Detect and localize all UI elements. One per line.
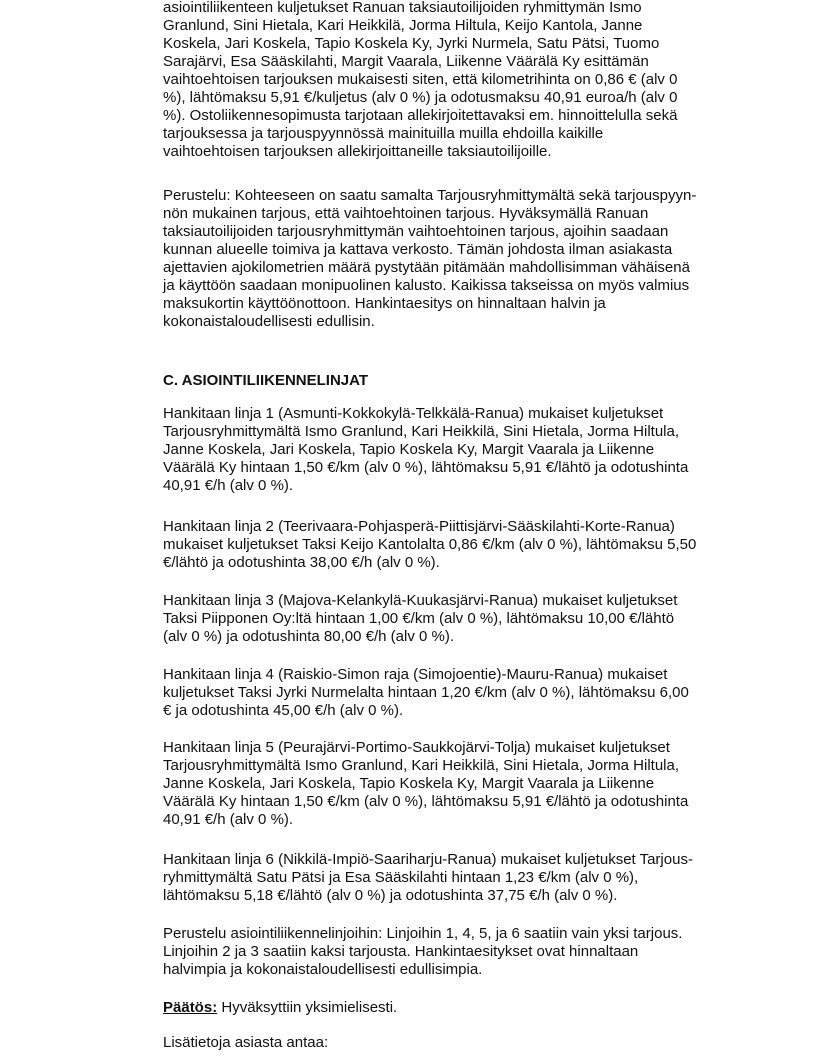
decision-paragraph [163, 999, 397, 1017]
linja-1-paragraph [163, 405, 688, 495]
text-line: tarjouksessa ja tarjouspyynnössä mainituilla muilla ehdoilla kaikille [163, 125, 604, 142]
text-line: €/lähtö ja odotushinta 38,00 €/h (alv 0 %). [163, 554, 440, 571]
text-line: Linjoihin 2 ja 3 saatiin kaksi tarjousta. Hankintaesitykset ovat hinnaltaan [163, 943, 639, 960]
text-line: Perustelu asiointiliikennelinjoihin: Linjoihin 1, 4, 5, ja 6 saatiin vain yksi tarjous. [163, 925, 683, 942]
text-line: kunnan alueelle toimiva ja kattava verkosto. Tämän johdosta ilman asiakasta [163, 241, 673, 258]
text-line: Koskela, Jari Koskela, Tapio Koskela Ky, Jyrki Nurmela, Satu Pätsi, Tuomo [163, 35, 660, 52]
text-line: vaihtoehtoisen tarjouksen mukaisesti siten, että kilometrihinta on 0,86 € (alv 0 [163, 71, 678, 88]
text-line: Hankitaan linja 6 (Nikkilä-Impiö-Saariharju-Ranua) mukaiset kuljetukset Tarjous- [163, 851, 693, 868]
perustelu-paragraph [163, 187, 696, 331]
text-line: Janne Koskela, Jari Koskela, Tapio Koskela Ky, Margit Vaarala ja Liikenne [163, 441, 655, 458]
linja-3-paragraph [163, 592, 677, 646]
linja-6-paragraph [163, 851, 693, 905]
decision-label: Päätös: [163, 999, 218, 1016]
text-line: Janne Koskela, Jari Koskela, Tapio Koskela Ky, Margit Vaarala ja Liikenne [163, 775, 655, 792]
text-line: kokonaistaloudellisesti edullisin. [163, 313, 375, 330]
text-line: %). Ostoliikennesopimusta tarjotaan allekirjoitettavaksi em. hinnoittelulla sekä [163, 107, 678, 124]
text-line: Perustelu: Kohteeseen on saatu samalta Tarjousryhmittymältä sekä tarjouspyyn- [163, 187, 697, 204]
text-line: kuljetukset Taksi Jyrki Nurmelalta hintaan 1,20 €/km (alv 0 %), lähtömaksu 6,00 [163, 684, 689, 701]
text-line: (alv 0 %) ja odotushinta 80,00 €/h (alv 0 %). [163, 628, 454, 645]
text-line: Hankitaan linja 5 (Peurajärvi-Portimo-Saukkojärvi-Tolja) mukaiset kuljetukset [163, 739, 670, 756]
text-line: Hankitaan linja 4 (Raiskio-Simon raja (Simojoentie)-Mauru-Ranua) mukaiset [163, 666, 668, 683]
text-line: Granlund, Sini Hietala, Kari Heikkilä, Jorma Hiltula, Keijo Kantola, Janne [163, 17, 643, 34]
text-line: Väärälä Ky hintaan 1,50 €/km (alv 0 %), lähtömaksu 5,91 €/lähtö ja odotushinta [163, 459, 689, 476]
text-line: ryhmittymältä Satu Pätsi ja Esa Sääskilahti hintaan 1,23 €/km (alv 0 %), [163, 869, 639, 886]
text-line: maksukortin käyttöönottoon. Hankintaesitys on hinnaltaan halvin ja [163, 295, 606, 312]
text-line: ajettavien ajokilometrien määrä pystytään pitämään mahdollisimman vähäisenä [163, 259, 690, 276]
text-line: Väärälä Ky hintaan 1,50 €/km (alv 0 %), lähtömaksu 5,91 €/lähtö ja odotushinta [163, 793, 689, 810]
decision-text: Hyväksyttiin yksimielisesti. [217, 999, 398, 1016]
text-line: Tarjousryhmittymältä Ismo Granlund, Kari Heikkilä, Sini Hietala, Jorma Hiltula, [163, 423, 680, 440]
text-line: 40,91 €/h (alv 0 %). [163, 811, 294, 828]
text-line: Hankitaan linja 1 (Asmunti-Kokkokylä-Telkkälä-Ranua) mukaiset kuljetukset [163, 405, 664, 422]
text-line: nön mukainen tarjous, että vaihtoehtoinen tarjous. Hyväksymällä Ranuan [163, 205, 649, 222]
linja-5-paragraph [163, 739, 688, 829]
text-line: Tarjousryhmittymältä Ismo Granlund, Kari Heikkilä, Sini Hietala, Jorma Hiltula, [163, 757, 680, 774]
text-line: Taksi Piipponen Oy:ltä hintaan 1,00 €/km (alv 0 %), lähtömaksu 10,00 €/lähtö [163, 610, 675, 627]
intro-paragraph [163, 0, 677, 161]
text-line: lähtömaksu 5,18 €/lähtö (alv 0 %) ja odotushinta 37,75 €/h (alv 0 %). [163, 887, 618, 904]
text-line: mukaiset kuljetukset Taksi Keijo Kantolalta 0,86 €/km (alv 0 %), lähtömaksu 5,50 [163, 536, 697, 553]
text-line: € ja odotushinta 45,00 €/h (alv 0 %). [163, 702, 404, 719]
section-heading: C. ASIOINTILIIKENNELINJAT [163, 372, 369, 389]
linja-2-paragraph [163, 518, 696, 572]
text-line: Hankitaan linja 2 (Teerivaara-Pohjasperä-Piittisjärvi-Sääskilahti-Korte-Ranua) [163, 518, 675, 535]
text-line: asiointiliikenteen kuljetukset Ranuan taksiautoilijoiden ryhmittymän Ismo [163, 0, 642, 16]
text-line: ja käyttöön saadaan monipuolinen kalusto. Kaikissa takseissa on myös valmius [163, 277, 690, 294]
text-line: 40,91 €/h (alv 0 %). [163, 477, 294, 494]
text-line: taksiautoilijoiden tarjousryhmittymän vaihtoehtoinen tarjous, ajoihin saadaan [163, 223, 669, 240]
text-line: vaihtoehtoisen tarjouksen allekirjoittaneille taksiautoilijoille. [163, 143, 552, 160]
perustelu-lines-paragraph [163, 925, 682, 979]
text-line: Hankitaan linja 3 (Majova-Kelankylä-Kuukasjärvi-Ranua) mukaiset kuljetukset [163, 592, 678, 609]
linja-4-paragraph [163, 666, 689, 720]
text-line: halvimpia ja kokonaistaloudellisesti edullisimpia. [163, 961, 483, 978]
text-line: %), lähtömaksu 5,91 €/kuljetus (alv 0 %) ja odotusmaksu 40,91 euroa/h (alv 0 [163, 89, 678, 106]
more-info-text: Lisätietoja asiasta antaa: [163, 1034, 329, 1051]
text-line: Sarajärvi, Esa Sääskilahti, Margit Vaarala, Liikenne Väärälä Ky esittämän [163, 53, 649, 70]
